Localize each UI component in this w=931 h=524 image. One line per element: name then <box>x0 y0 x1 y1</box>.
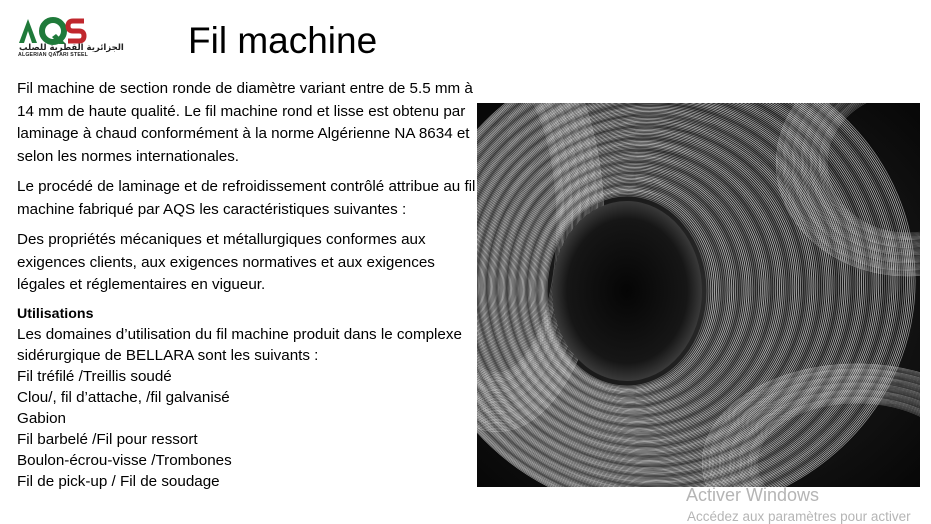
paragraph-description: Fil machine de section ronde de diamètre variant entre de 5.5 mm à 14 mm de haute qualité. Le fil machine rond et lisse est obtenu par laminage à chaud conformément à la norme Algérienne NA 8634 et selon les normes internationales. <box>17 80 473 165</box>
uses-item: Boulon-écrou-visse /Trombones <box>17 451 232 469</box>
logo-english-name: ALGERIAN QATARI STEEL <box>18 52 89 58</box>
uses-item: Gabion <box>17 409 66 427</box>
uses-item: Fil tréfilé /Treillis soudé <box>17 367 172 385</box>
page-title: Fil machine <box>188 20 378 61</box>
windows-activation-watermark: Activer Windows <box>686 485 820 505</box>
windows-activation-subtext: Accédez aux paramètres pour activer <box>687 509 911 524</box>
paragraph-process: Le procédé de laminage et de refroidissement contrôlé attribue au fil machine fabriqué par AQS les caractéristiques suivantes : <box>17 178 476 218</box>
logo-arabic-name: الجزائرية القطرية للصلب <box>19 43 124 53</box>
wire-rod-coil-photo <box>477 103 920 487</box>
uses-heading: Utilisations <box>17 305 94 322</box>
wire-coil-illustration <box>477 103 920 487</box>
main-content <box>17 78 477 492</box>
paragraph-properties: Des propriétés mécaniques et métallurgiques conformes aux exigences clients, aux exigences normatives et aux exigences légales et réglementaires en vigueur. <box>17 231 435 293</box>
uses-intro: Les domaines d’utilisation du fil machine produit dans le complexe sidérurgique de BELLARA sont les suivants : <box>17 325 462 364</box>
uses-item: Fil de pick-up / Fil de soudage <box>17 472 220 490</box>
uses-item: Fil barbelé /Fil pour ressort <box>17 430 198 448</box>
uses-item: Clou/, fil d’attache, /fil galvanisé <box>17 388 230 406</box>
